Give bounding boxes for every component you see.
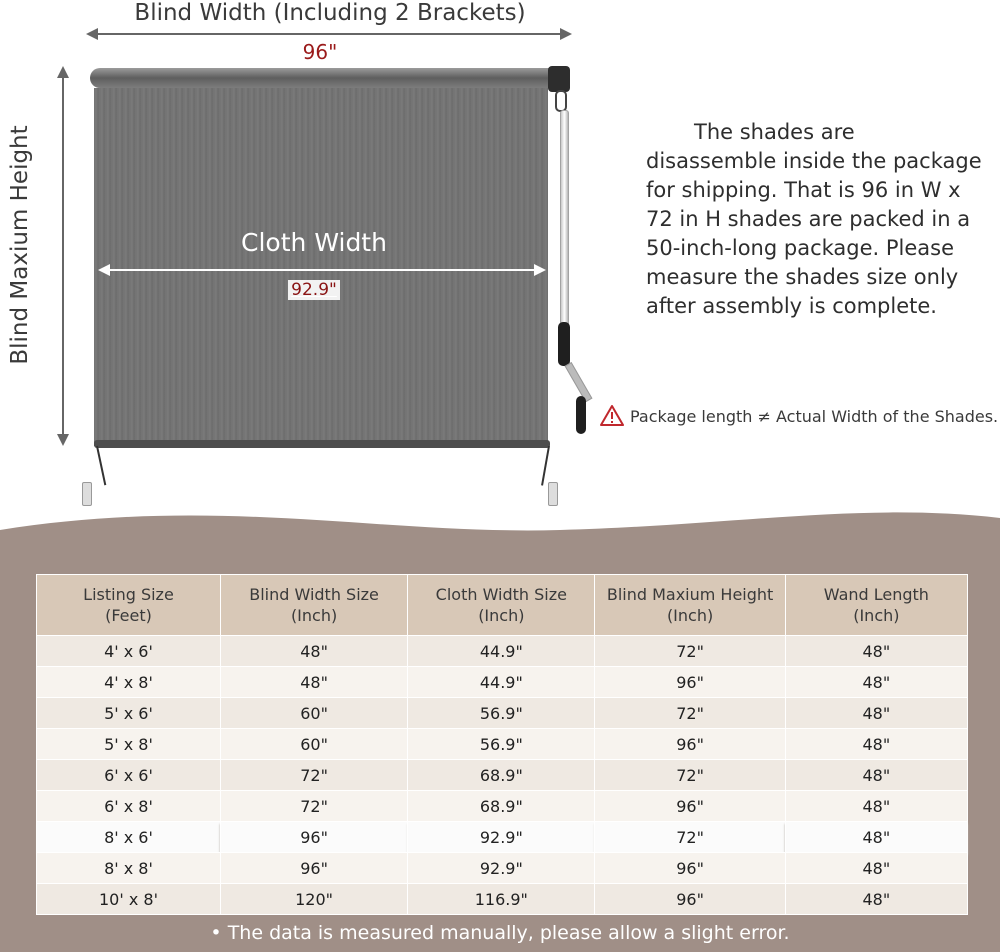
tie-down-cord-left <box>96 446 106 486</box>
table-row-highlighted <box>37 822 968 853</box>
table-cell: 10' x 8' <box>37 884 221 915</box>
blind-width-arrow-left-head <box>86 28 98 40</box>
table-row <box>37 636 968 667</box>
table-cell: 48" <box>785 760 967 791</box>
table-cell: 48" <box>785 791 967 822</box>
table-row <box>37 698 968 729</box>
table-cell: 6' x 8' <box>37 791 221 822</box>
roller-tube <box>90 68 560 88</box>
table-row <box>37 884 968 915</box>
package-warning <box>600 404 1000 428</box>
bottom-rail <box>94 440 550 448</box>
measurement-footnote <box>0 922 1000 944</box>
table-row <box>37 760 968 791</box>
tie-down-cord-right <box>541 446 550 486</box>
table-cell: 72" <box>595 822 785 853</box>
table-cell: 96" <box>595 853 785 884</box>
table-cell: 96" <box>595 884 785 915</box>
table-cell: 96" <box>220 822 407 853</box>
blind-width-arrow <box>90 33 566 35</box>
table-cell: 56.9" <box>408 729 595 760</box>
wand-hook <box>555 90 567 112</box>
table-cell: 60" <box>220 729 407 760</box>
cloth-width-value-wrap <box>94 280 534 300</box>
table-cell: 48" <box>220 667 407 698</box>
table-cell: 72" <box>220 760 407 791</box>
table-row <box>37 853 968 884</box>
table-cell: 72" <box>595 760 785 791</box>
cloth-width-arrow <box>102 269 538 271</box>
table-cell: 48" <box>785 636 967 667</box>
table-cell: 96" <box>595 791 785 822</box>
table-cell: 48" <box>785 729 967 760</box>
blind-height-arrow-top-head <box>57 66 69 78</box>
measurement-footnote-text: The data is measured manually, please allow a slight error. <box>227 922 790 944</box>
header-wand-length: Wand Length (Inch) <box>785 575 967 636</box>
crank-wand <box>560 110 569 352</box>
table-cell: 96" <box>595 667 785 698</box>
table-cell: 116.9" <box>408 884 595 915</box>
cloth-width-label: Cloth Width <box>241 228 387 257</box>
header-listing-size: Listing Size (Feet) <box>37 575 221 636</box>
table-cell: 72" <box>595 698 785 729</box>
table-cell: 72" <box>220 791 407 822</box>
bullet-icon: • <box>210 922 222 944</box>
table-cell: 8' x 8' <box>37 853 221 884</box>
package-warning-text: Package length ≠ Actual Width of the Shades. <box>630 406 999 426</box>
cloth-width-arrow-right-head <box>534 264 546 276</box>
crank-wand-grip <box>558 322 570 366</box>
table-cell: 5' x 6' <box>37 698 221 729</box>
table-cell: 48" <box>785 853 967 884</box>
table-cell: 96" <box>595 729 785 760</box>
table-cell: 72" <box>595 636 785 667</box>
blind-height-label: Blind Maxium Height <box>7 125 33 365</box>
table-cell: 48" <box>220 636 407 667</box>
shade-cloth <box>94 88 548 446</box>
table-cell: 92.9" <box>408 853 595 884</box>
cloth-width-value: 92.9" <box>288 280 340 300</box>
table-cell: 48" <box>785 822 967 853</box>
shipping-note: The shades are disassemble inside the package for shipping. That is 96 in W x 72 in H shades are packed in a 50-inch-long package. Please measure the shades size only after assembly is complete. <box>646 120 982 318</box>
table-cell: 56.9" <box>408 698 595 729</box>
table-cell: 48" <box>785 698 967 729</box>
warning-triangle-icon <box>600 404 624 428</box>
table-cell: 44.9" <box>408 667 595 698</box>
cloth-width-arrow-left-head <box>98 264 110 276</box>
table-cell: 120" <box>220 884 407 915</box>
table-cell: 48" <box>785 884 967 915</box>
table-cell: 60" <box>220 698 407 729</box>
header-cloth-width: Cloth Width Size (Inch) <box>408 575 595 636</box>
mounting-bracket <box>548 66 570 92</box>
table-row <box>37 791 968 822</box>
blind-width-arrow-right-head <box>560 28 572 40</box>
table-cell: 8' x 6' <box>37 822 221 853</box>
table-cell: 96" <box>220 853 407 884</box>
header-blind-width: Blind Width Size (Inch) <box>220 575 407 636</box>
table-cell: 5' x 8' <box>37 729 221 760</box>
blind-height-arrow-bottom-head <box>57 434 69 446</box>
table-cell: 68.9" <box>408 760 595 791</box>
crank-handle <box>576 396 586 434</box>
table-cell: 92.9" <box>408 822 595 853</box>
table-cell: 4' x 8' <box>37 667 221 698</box>
table-cell: 6' x 6' <box>37 760 221 791</box>
table-cell: 48" <box>785 667 967 698</box>
header-blind-height: Blind Maxium Height (Inch) <box>595 575 785 636</box>
table-row <box>37 729 968 760</box>
blind-height-arrow <box>62 70 64 442</box>
table-cell: 4' x 6' <box>37 636 221 667</box>
table-cell: 68.9" <box>408 791 595 822</box>
size-spec-table <box>36 574 968 915</box>
table-header-row <box>37 575 968 636</box>
table-row <box>37 667 968 698</box>
table-cell: 44.9" <box>408 636 595 667</box>
blind-width-value: 96" <box>302 40 338 64</box>
blind-width-label: Blind Width (Including 2 Brackets) <box>134 0 526 26</box>
